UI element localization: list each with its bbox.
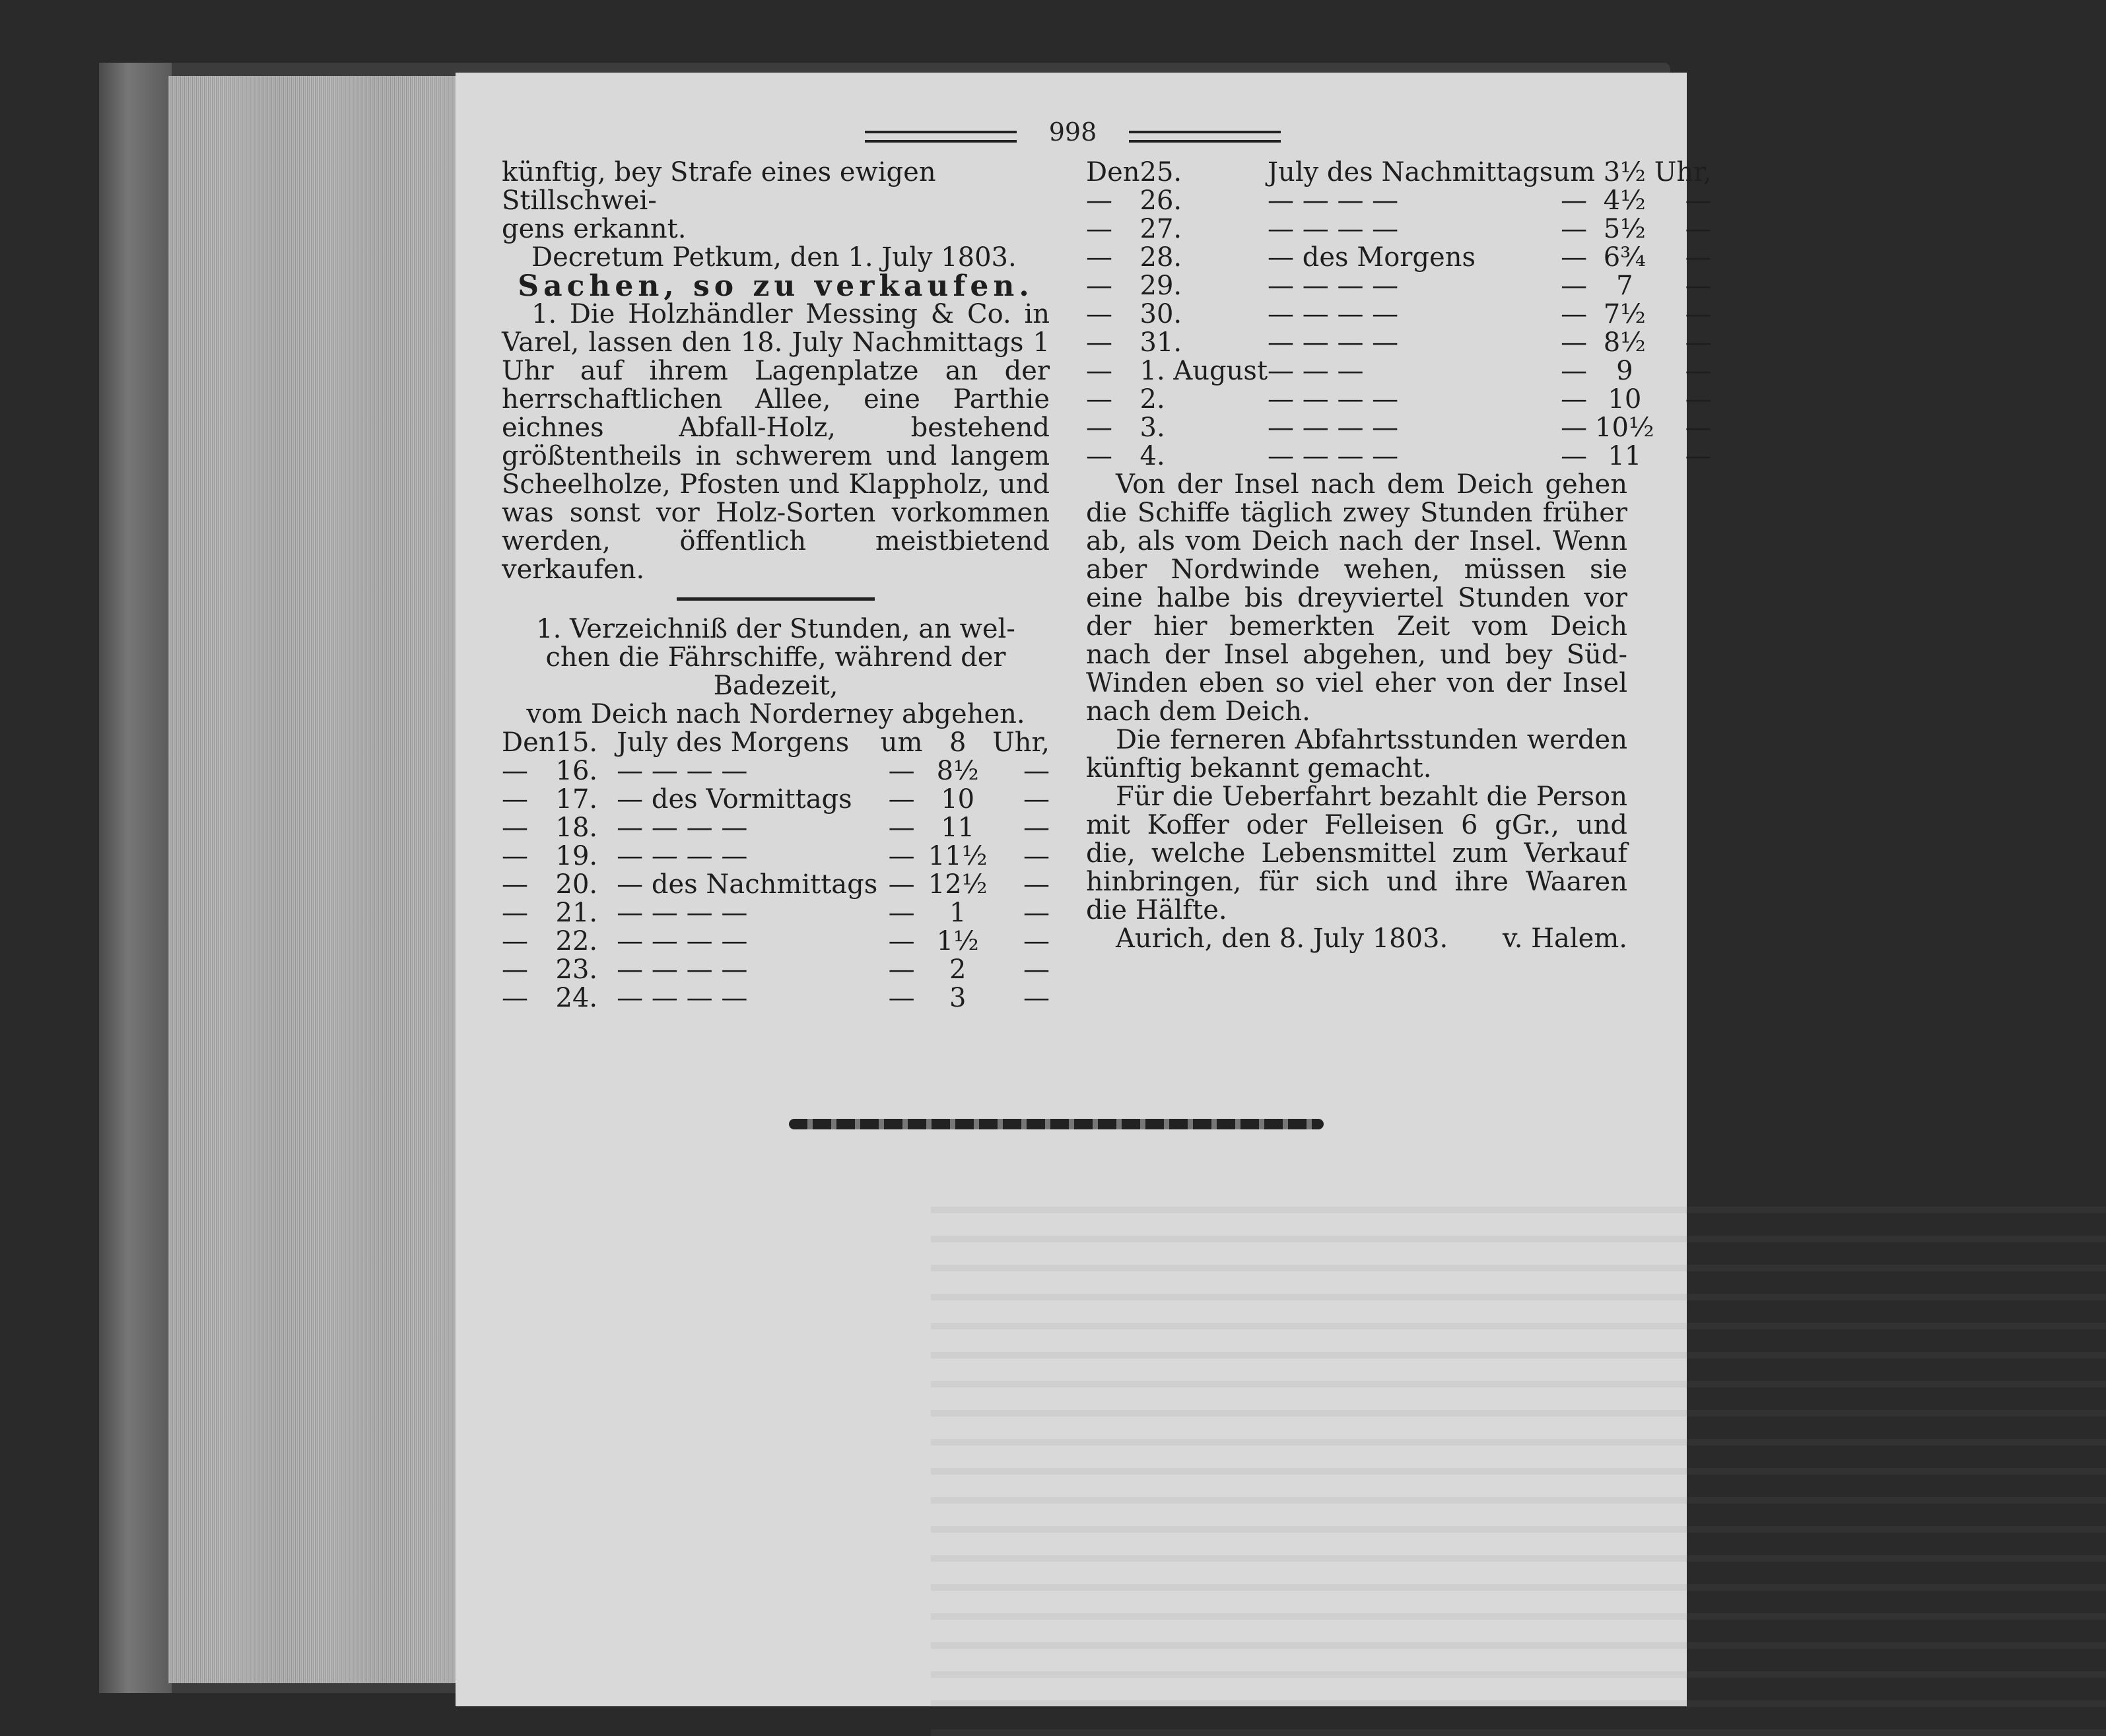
schedule-cell-c2: 19. <box>555 841 598 871</box>
schedule-cell-c6: — <box>1023 954 1050 985</box>
schedule-cell-c3: — — — — <box>1268 271 1399 301</box>
schedule-cell-c4: — <box>888 954 915 985</box>
schedule-cell-c4: um <box>880 727 923 758</box>
schedule-cell-c4: — <box>888 983 915 1013</box>
schedule-row <box>502 899 1050 927</box>
schedule-cell-c1: — <box>502 784 528 815</box>
schedule-cell-c5: 2 <box>949 954 967 985</box>
schedule-cell-c2: 15. <box>555 727 598 758</box>
schedule-cell-c6: — <box>1685 441 1712 471</box>
schedule-cell-c2: 17. <box>555 784 598 815</box>
schedule-cell-c6: — <box>1023 784 1050 815</box>
schedule-row <box>502 927 1050 956</box>
schedule-title-line-2: chen die Fährschiffe, während der Badezeit, <box>545 642 1006 701</box>
schedule-cell-c4: — <box>888 898 915 928</box>
section-heading: Sachen, so zu verkaufen. <box>518 269 1034 303</box>
schedule-cell-c2: 31. <box>1139 327 1182 358</box>
schedule-cell-c1: — <box>1086 413 1112 443</box>
schedule-cell-c3: — — — — <box>617 983 748 1013</box>
schedule-cell-c3: — — — — <box>1268 185 1399 216</box>
page-number: 998 <box>1048 117 1097 147</box>
bleed-through-text <box>931 1195 2106 1736</box>
schedule-cell-c1: — <box>502 841 528 871</box>
schedule-cell-c1: — <box>502 756 528 786</box>
schedule-row <box>1086 215 1712 244</box>
schedule-row <box>502 871 1050 899</box>
schedule-cell-c2: 4. <box>1139 441 1165 471</box>
schedule-cell-c4: — <box>888 813 915 843</box>
schedule-table-right <box>1086 158 1712 471</box>
schedule-row <box>1086 442 1712 471</box>
schedule-cell-c3: — des Nachmittags <box>617 869 878 900</box>
schedule-cell-c3: — — — — <box>617 954 748 985</box>
schedule-cell-c3: — — — — <box>1268 299 1399 329</box>
schedule-cell-c5: 3 <box>949 983 967 1013</box>
schedule-cell-c6: — <box>1023 813 1050 843</box>
schedule-row <box>502 785 1050 814</box>
schedule-cell-c4: — <box>888 784 915 815</box>
schedule-cell-c4: — <box>888 756 915 786</box>
schedule-cell-c5: 4½ <box>1603 185 1646 216</box>
schedule-cell-c5: 8 <box>949 727 967 758</box>
schedule-cell-c3: — — — — <box>1268 384 1399 415</box>
schedule-cell-c2: 25. <box>1139 157 1182 187</box>
schedule-cell-c2: 1. August <box>1139 356 1268 386</box>
schedule-cell-c6: — <box>1023 983 1050 1013</box>
schedule-cell-c4: — <box>1561 299 1588 329</box>
schedule-cell-c3: — — — — <box>1268 441 1399 471</box>
schedule-cell-c6: — <box>1023 756 1050 786</box>
schedule-title-line-1: 1. Verzeichniß der Stunden, an wel- <box>536 614 1015 644</box>
schedule-cell-c1: — <box>1086 327 1112 358</box>
schedule-cell-c3: — — — — <box>1268 413 1399 443</box>
schedule-cell-c4: — <box>1561 327 1588 358</box>
paragraph-future-times: Die ferneren Abfahrtsstunden werden künftig bekannt gemacht. <box>1086 725 1627 784</box>
schedule-cell-c3: — des Morgens <box>1268 242 1476 273</box>
sale-paragraph: 1. Die Holzhändler Messing & Co. in Varel, lassen den 18. July Nachmittags 1 Uhr auf ihrem Lagenplatze an der herrschaftlichen Allee, eine Parthie eichnes Abfall-Holz, bestehend größtentheils in schwerem und langem Scheelholze, Pfosten und Klappholz, und was sonst vor Holz-Sorten vorkommen werden, öffentlich meistbietend verkaufen. <box>502 299 1050 585</box>
signature-line <box>1086 925 1627 953</box>
schedule-cell-c1: — <box>1086 356 1112 386</box>
schedule-cell-c3: — — — — <box>617 898 748 928</box>
schedule-cell-c3: — — — — <box>1268 327 1399 358</box>
schedule-cell-c5: 7½ <box>1603 299 1646 329</box>
schedule-row <box>502 729 1050 757</box>
schedule-cell-c6: — <box>1685 271 1712 301</box>
schedule-cell-c2: 24. <box>555 983 598 1013</box>
intro-line-1: künftig, bey Strafe eines ewigen Stillschwei- <box>502 157 936 216</box>
schedule-row <box>1086 272 1712 300</box>
schedule-cell-c4: — <box>888 841 915 871</box>
schedule-cell-c4: — <box>1561 441 1588 471</box>
signature-place-date: Aurich, den 8. July 1803. <box>1116 923 1448 954</box>
schedule-cell-c6: — <box>1023 898 1050 928</box>
schedule-cell-c5: 11½ <box>928 841 988 871</box>
schedule-cell-c5: 3½ <box>1603 157 1646 187</box>
schedule-cell-c5: 10 <box>1608 384 1642 415</box>
schedule-table-left <box>502 729 1050 1013</box>
schedule-cell-c5: 11 <box>941 813 975 843</box>
schedule-cell-c4: — <box>1561 384 1588 415</box>
schedule-cell-c2: 30. <box>1139 299 1182 329</box>
schedule-cell-c4: — <box>1561 214 1588 244</box>
schedule-cell-c1: — <box>1086 441 1112 471</box>
header-rule-right <box>1129 131 1281 143</box>
schedule-cell-c6: — <box>1685 242 1712 273</box>
schedule-cell-c5: 1 <box>949 898 967 928</box>
schedule-cell-c6: — <box>1685 185 1712 216</box>
schedule-cell-c6: — <box>1685 384 1712 415</box>
schedule-cell-c1: — <box>1086 242 1112 273</box>
schedule-cell-c2: 27. <box>1139 214 1182 244</box>
schedule-row <box>502 814 1050 842</box>
decretum: Decretum Petkum, den 1. July 1803. <box>531 242 1017 273</box>
schedule-cell-c3: — — — — <box>1268 214 1399 244</box>
schedule-cell-c5: 7 <box>1616 271 1633 301</box>
paragraph-fares: Für die Ueberfahrt bezahlt die Person mit Koffer oder Felleisen 6 gGr., und die, welche Lebensmittel zum Verkauf hinbringen, für sich und ihre Waaren die Hälfte. <box>1086 782 1627 925</box>
schedule-cell-c5: 5½ <box>1603 214 1646 244</box>
schedule-cell-c5: 6¾ <box>1603 242 1646 273</box>
schedule-cell-c6: — <box>1685 327 1712 358</box>
schedule-cell-c3: — — — <box>1268 356 1364 386</box>
schedule-cell-c5: 10½ <box>1595 413 1654 443</box>
book-spine <box>99 63 172 1693</box>
schedule-cell-c6: — <box>1685 214 1712 244</box>
schedule-cell-c1: — <box>502 869 528 900</box>
schedule-row <box>502 757 1050 785</box>
schedule-cell-c2: 28. <box>1139 242 1182 273</box>
schedule-cell-c5: 9 <box>1616 356 1633 386</box>
schedule-cell-c1: — <box>502 983 528 1013</box>
schedule-cell-c5: 8½ <box>936 756 979 786</box>
schedule-cell-c2: 23. <box>555 954 598 985</box>
schedule-cell-c2: 22. <box>555 926 598 956</box>
schedule-cell-c1: — <box>1086 299 1112 329</box>
schedule-cell-c3: July des Morgens <box>617 727 850 758</box>
schedule-cell-c2: 26. <box>1139 185 1182 216</box>
schedule-row <box>502 956 1050 984</box>
schedule-cell-c3: — — — — <box>617 756 748 786</box>
schedule-cell-c5: 8½ <box>1603 327 1646 358</box>
signature-name: v. Halem. <box>1502 923 1627 954</box>
schedule-row <box>1086 244 1712 272</box>
schedule-title-line-3: vom Deich nach Norderney abgehen. <box>526 699 1025 729</box>
schedule-cell-c1: — <box>1086 384 1112 415</box>
schedule-cell-c6: Uhr, <box>992 727 1050 758</box>
schedule-cell-c5: 1½ <box>936 926 979 956</box>
schedule-row <box>502 984 1050 1013</box>
schedule-cell-c2: 21. <box>555 898 598 928</box>
schedule-cell-c2: 20. <box>555 869 598 900</box>
schedule-cell-c2: 16. <box>555 756 598 786</box>
schedule-row <box>1086 357 1712 385</box>
left-column <box>502 158 1050 1013</box>
schedule-cell-c6: — <box>1685 299 1712 329</box>
schedule-cell-c6: — <box>1023 926 1050 956</box>
schedule-row <box>1086 300 1712 329</box>
schedule-cell-c4: — <box>888 869 915 900</box>
schedule-cell-c1: — <box>502 954 528 985</box>
schedule-cell-c6: Uhr, <box>1654 157 1712 187</box>
schedule-cell-c1: — <box>1086 185 1112 216</box>
schedule-cell-c4: — <box>1561 242 1588 273</box>
schedule-cell-c5: 12½ <box>928 869 988 900</box>
schedule-row <box>1086 385 1712 414</box>
schedule-cell-c6: — <box>1685 413 1712 443</box>
page-header <box>865 117 1281 150</box>
schedule-cell-c3: — — — — <box>617 926 748 956</box>
schedule-cell-c5: 11 <box>1608 441 1642 471</box>
schedule-cell-c6: — <box>1685 356 1712 386</box>
schedule-cell-c2: 2. <box>1139 384 1165 415</box>
schedule-row <box>1086 414 1712 442</box>
schedule-cell-c1: Den <box>1086 157 1140 187</box>
schedule-cell-c3: — — — — <box>617 813 748 843</box>
right-column <box>1086 157 1712 954</box>
schedule-cell-c1: — <box>502 926 528 956</box>
schedule-cell-c4: — <box>888 926 915 956</box>
schedule-cell-c4: — <box>1561 271 1588 301</box>
schedule-cell-c1: — <box>1086 214 1112 244</box>
schedule-cell-c4: um <box>1553 157 1596 187</box>
schedule-cell-c3: — — — — <box>617 841 748 871</box>
schedule-cell-c1: Den <box>502 727 556 758</box>
schedule-row <box>502 842 1050 871</box>
schedule-cell-c2: 18. <box>555 813 598 843</box>
schedule-cell-c4: — <box>1561 185 1588 216</box>
schedule-cell-c2: 3. <box>1139 413 1165 443</box>
schedule-cell-c6: — <box>1023 841 1050 871</box>
schedule-cell-c4: — <box>1561 413 1588 443</box>
schedule-row <box>1086 158 1712 187</box>
schedule-cell-c1: — <box>502 813 528 843</box>
schedule-cell-c3: — des Vormittags <box>617 784 852 815</box>
schedule-cell-c4: — <box>1561 356 1588 386</box>
schedule-cell-c5: 10 <box>941 784 975 815</box>
schedule-cell-c1: — <box>502 898 528 928</box>
schedule-row <box>1086 329 1712 357</box>
header-rule-left <box>865 131 1017 143</box>
decorative-rule <box>789 1119 1324 1129</box>
schedule-cell-c1: — <box>1086 271 1112 301</box>
section-divider <box>677 597 875 601</box>
page-edges <box>168 76 456 1683</box>
schedule-cell-c2: 29. <box>1139 271 1182 301</box>
schedule-row <box>1086 187 1712 215</box>
schedule-cell-c6: — <box>1023 869 1050 900</box>
intro-line-2: gens erkannt. <box>502 214 687 244</box>
paragraph-crossing-times: Von der Insel nach dem Deich gehen die Schiffe täglich zwey Stunden früher ab, als vom Deich nach der Insel. Wenn aber Nordwinde wehen, müssen sie eine halbe bis dreyviertel Stunden vor der hier bemerkten Zeit vom Deich nach der Insel abgehen, und bey Süd-Winden eben so viel eher von der Insel nach dem Deich. <box>1086 469 1627 727</box>
schedule-cell-c3: July des Nachmittags <box>1268 157 1553 187</box>
